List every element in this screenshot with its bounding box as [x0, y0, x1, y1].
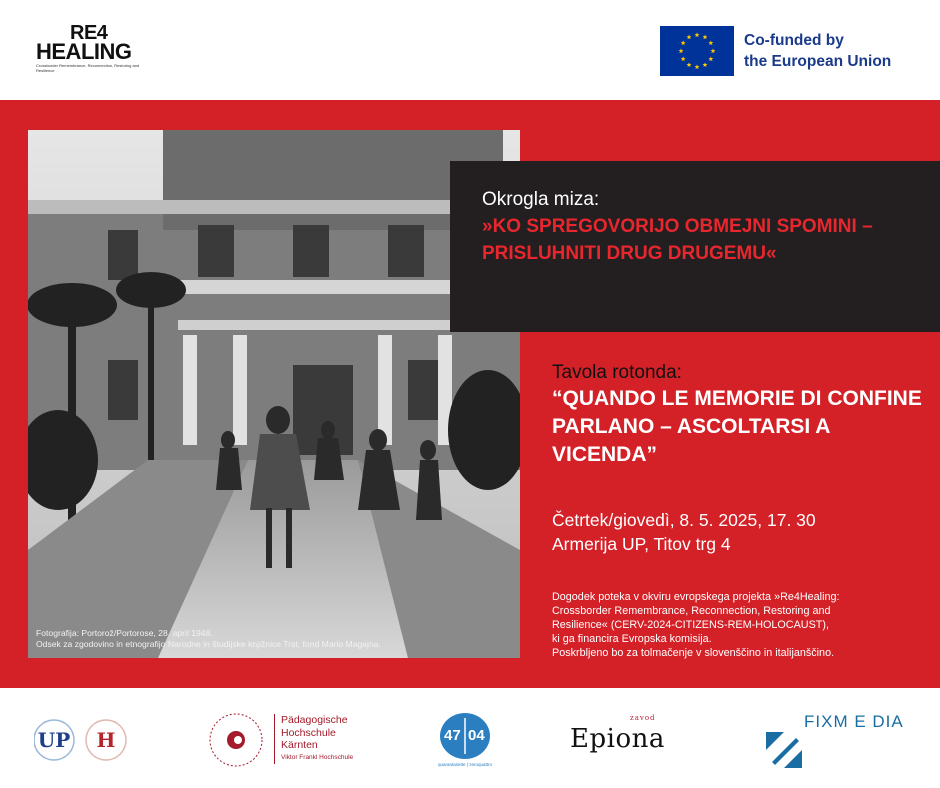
university-primorska-logo: [34, 716, 130, 764]
ph-line2: Hochschule: [281, 726, 336, 739]
photo-caption-line1: Fotografija: Portorož/Portorose, 28. april 1948.: [36, 628, 213, 638]
fixm-e-dia-logo: [766, 712, 916, 768]
historic-photo: [28, 130, 520, 658]
re4healing-logo-top: RE4: [70, 22, 108, 44]
ph-line4: Viktor Frankl Hochschule: [281, 753, 354, 761]
eu-cofunded-line2: the European Union: [744, 53, 892, 70]
eu-cofunded-line1: Co-funded by: [744, 32, 844, 49]
italian-title: “QUANDO LE MEMORIE DI CONFINE PARLANO – ASCOLTARSI A VICENDA”: [552, 387, 922, 466]
photo-caption-line2: Odsek za zgodovino in etnografijo Narodne in študijske knjižnice Trst, fond Mario Magajna.: [36, 639, 381, 649]
svg-text:H: H: [96, 728, 116, 752]
svg-text:UP: UP: [37, 728, 71, 752]
eu-cofunded-logo: [660, 26, 920, 76]
ph-kaernten-logo: [208, 712, 378, 768]
slovenian-title-box: [450, 161, 940, 332]
re4healing-logo-main: HEALING: [36, 39, 132, 64]
quarantasette-left: 47: [444, 727, 461, 744]
partner-logos: [0, 688, 940, 788]
epiona-name: Epiona: [570, 724, 665, 754]
epiona-logo: [568, 712, 696, 758]
eu-flag-icon: [660, 26, 734, 76]
quarantasette-logo: [434, 712, 496, 770]
event-date-venue: [552, 508, 816, 556]
ph-line3: Kärnten: [281, 739, 318, 751]
event-venue: Armerija UP, Titov trg 4: [552, 534, 731, 554]
event-description-line: ki ga financira Evropska komisija.: [552, 633, 712, 645]
ph-kaernten-seal-icon: [208, 712, 264, 768]
event-date-time: Četrtek/giovedì, 8. 5. 2025, 17. 30: [552, 510, 816, 530]
epiona-zavod: zavod: [630, 714, 656, 722]
historic-photo-illustration: [28, 130, 520, 658]
fixm-e-dia-name: FIXM E DIA: [804, 712, 904, 731]
slovenian-title: »KO SPREGOVORIJO OBMEJNI SPOMINI – PRISLUHNITI DRUG DRUGEMU«: [482, 216, 873, 264]
event-description-line: Dogodek poteka v okviru evropskega projekta »Re4Healing:: [552, 591, 840, 603]
italian-intro: Tavola rotonda:: [552, 362, 682, 383]
event-description-line: Crossborder Remembrance, Reconnection, Restoring and: [552, 605, 831, 617]
ph-line1: Pädagogische: [281, 714, 348, 726]
quarantasette-right: 04: [468, 727, 485, 744]
quarantasette-tagline: quarantasette | zeroquattro: [438, 762, 492, 767]
event-description: [552, 590, 932, 660]
photo-caption: [36, 628, 506, 650]
fixm-chevron-icon: [766, 732, 802, 768]
event-description-line: Poskrbljeno bo za tolmačenje v slovenščino in italijanščino.: [552, 647, 835, 659]
re4healing-logo-subtitle: Crossborder Remembrance, Reconnection, Restoring and Resilience: [36, 63, 140, 73]
re4healing-logo: [36, 22, 156, 74]
slovenian-intro: Okrogla miza:: [482, 189, 600, 210]
event-description-line: Resilience« (CERV-2024-CITIZENS-REM-HOLOCAUST),: [552, 619, 829, 631]
header: [0, 0, 940, 100]
